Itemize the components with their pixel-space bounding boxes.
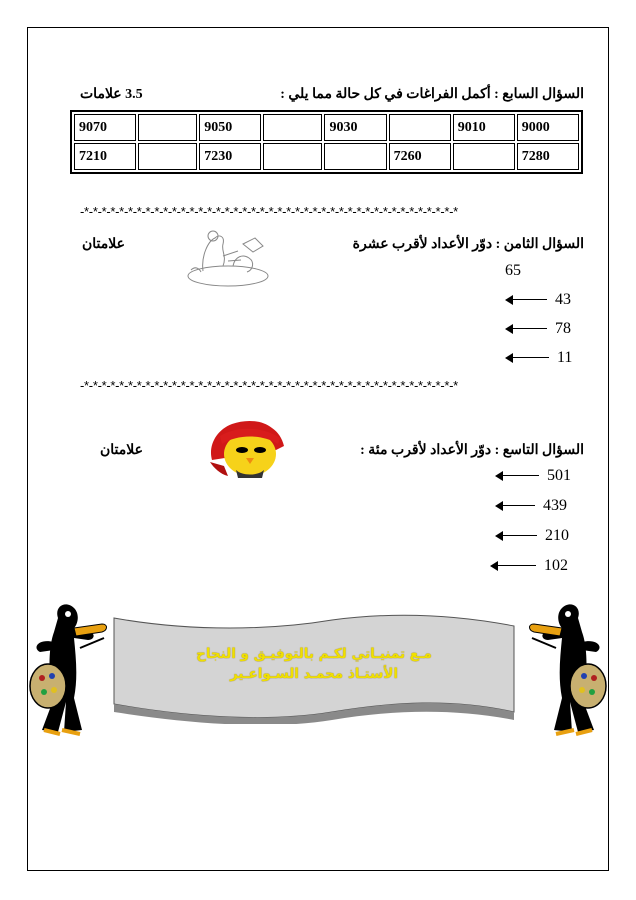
q8-row-3 (505, 320, 571, 338)
table-cell[interactable] (453, 143, 515, 170)
number-value: 78 (555, 320, 571, 337)
table-cell: 9010 (453, 114, 515, 141)
q9-row-3 (495, 527, 569, 545)
cartoon-sketch-icon (183, 226, 273, 288)
table-cell[interactable] (389, 114, 451, 141)
table-cell: 9030 (324, 114, 386, 141)
table-cell[interactable] (263, 114, 322, 141)
table-cell[interactable] (263, 143, 322, 170)
number-value: 210 (545, 527, 569, 544)
table-cell[interactable] (138, 114, 197, 141)
left-arrow-icon (505, 295, 547, 305)
daffy-duck-right-icon (522, 598, 618, 738)
table-row (74, 143, 579, 170)
table-cell[interactable] (138, 143, 197, 170)
table-cell[interactable] (324, 143, 386, 170)
table-cell: 7260 (389, 143, 451, 170)
table-cell: 9070 (74, 114, 136, 141)
separator-1: -*-*-*-*-*-*-*-*-*-*-*-*-*-*-*-*-*-*-*-*-*-*-*-*-*-*-*-*-*-*-*-*-*-*-*-*-*-*-*-*-*-*-* (80, 204, 458, 219)
number-value: 43 (555, 291, 571, 308)
left-arrow-icon (495, 471, 539, 481)
q8-title: السؤال الثامن : دوّر الأعداد لأقرب عشرة (352, 237, 584, 252)
number-value: 439 (543, 497, 567, 514)
left-arrow-icon (490, 561, 536, 571)
q8-marks: علامتان (82, 237, 125, 252)
left-arrow-icon (495, 531, 537, 541)
tweety-bird-icon (206, 416, 290, 480)
table-cell: 9000 (517, 114, 579, 141)
q7-title: السؤال السابع : أكمل الفراغات في كل حالة مما يلي : (280, 87, 584, 102)
q7-table (70, 110, 583, 174)
number-value: 65 (505, 262, 521, 279)
left-arrow-icon (505, 324, 547, 334)
separator-2: -*-*-*-*-*-*-*-*-*-*-*-*-*-*-*-*-*-*-*-*-*-*-*-*-*-*-*-*-*-*-*-*-*-*-*-*-*-*-*-*-*-*-* (80, 378, 458, 393)
q8-row-2 (505, 291, 571, 309)
daffy-duck-left-icon (18, 598, 114, 738)
table-cell: 7230 (199, 143, 261, 170)
q9-marks: علامتان (100, 443, 143, 458)
q9-row-1 (495, 467, 571, 485)
number-value: 11 (557, 349, 573, 366)
left-arrow-icon (495, 501, 535, 511)
q7-marks: 3.5 علامات (80, 87, 143, 102)
table-cell: 9050 (199, 114, 261, 141)
q8-row-4 (505, 349, 572, 367)
q9-row-2 (495, 497, 567, 515)
table-cell: 7280 (517, 143, 579, 170)
q9-title: السؤال التاسع : دوّر الأعداد لأقرب مئة : (360, 443, 584, 458)
table-cell: 7210 (74, 143, 136, 170)
banner-line-1: مـع تمنيـاتي لكـم بالتوفيـق و النجاح (196, 646, 432, 662)
table-row (74, 114, 579, 141)
banner-line-2: الأستـاذ محمـد السـواعـير (230, 666, 398, 682)
number-value: 102 (544, 557, 568, 574)
number-value: 501 (547, 467, 571, 484)
left-arrow-icon (505, 353, 549, 363)
q9-row-4 (490, 557, 568, 575)
q8-row-1 (505, 262, 521, 280)
